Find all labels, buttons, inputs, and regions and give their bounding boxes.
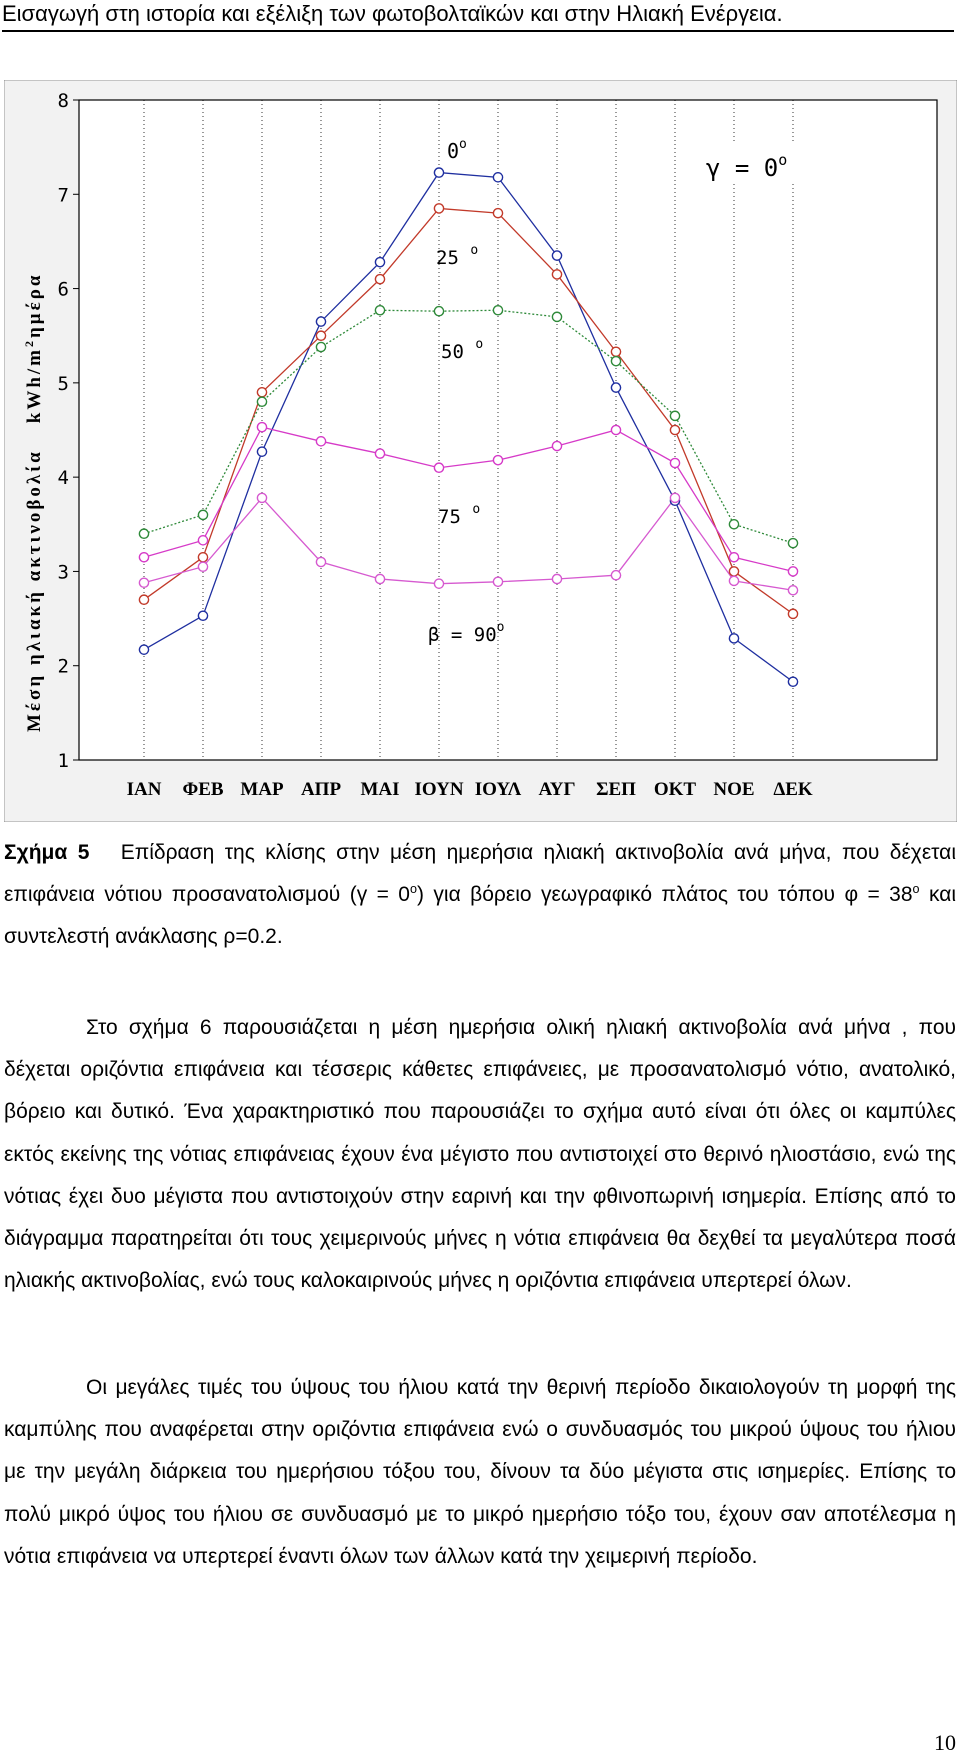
data-point (434, 579, 443, 588)
data-point (316, 437, 325, 446)
figure-caption (4, 832, 956, 958)
data-point (375, 258, 384, 267)
data-point (257, 447, 266, 456)
data-point (257, 493, 266, 502)
data-point (788, 586, 797, 595)
data-point (670, 425, 679, 434)
data-point (611, 347, 620, 356)
data-point (375, 306, 384, 315)
data-point (493, 209, 502, 218)
annotation-0deg: 0$^o$ (447, 137, 467, 163)
data-point (788, 567, 797, 576)
y-tick-label: 2 (57, 655, 69, 678)
y-tick-label: 3 (57, 561, 69, 584)
data-point (257, 423, 266, 432)
data-point (552, 251, 561, 260)
x-tick-label: ΜΑΙ (360, 779, 400, 800)
data-point (611, 357, 620, 366)
annotation-75deg: 75 $^o$ (438, 502, 481, 528)
data-point (493, 306, 502, 315)
data-point (198, 510, 207, 519)
data-point (670, 411, 679, 420)
x-tick-label: ΑΥΓ (538, 779, 576, 800)
data-point (375, 275, 384, 284)
data-point (257, 388, 266, 397)
data-point (611, 571, 620, 580)
data-point (139, 595, 148, 604)
data-point (434, 168, 443, 177)
data-point (493, 456, 502, 465)
data-point (788, 609, 797, 618)
y-tick-label: 8 (57, 90, 69, 112)
x-tick-label: ΦΕΒ (182, 779, 224, 800)
data-point (257, 397, 266, 406)
running-header: Εισαγωγή στη ιστορία και εξέλιξη των φωτοβολταϊκών και στην Ηλιακή Ενέργεια. (2, 1, 783, 26)
header-rule (2, 30, 954, 32)
data-point (139, 553, 148, 562)
annotation-50deg: 50 $^o$ (441, 337, 484, 363)
data-point (316, 342, 325, 351)
x-tick-label: ΙΑΝ (126, 779, 162, 800)
x-tick-label: ΙΟΥΝ (414, 779, 464, 800)
body-paragraph: Στο σχήμα 6 παρουσιάζεται η μέση ημερήσια ολική ηλιακή ακτινοβολία ανά μήνα , που δέχεται οριζόντια επιφάνεια και τέσσερις κάθετες επιφάνειες, με προσανατολισμό νότιο, ανατολικό, βόρειο και δυτικό. Ένα χαρακτηριστικό που παρουσιάζει το σχήμα αυτό είναι ότι όλες οι καμπύλες εκτός εκείνης της νότιας επιφάνειας έχουν ένα μέγιστο που αντιστοιχεί στο θερινό ηλιοστάσιο, ενώ της νότιας έχει δυο μέγιστα που αντιστοιχούν στην εαρινή και την φθινοπωρινή ισημερία. Επίσης από το διάγραμμα παρατηρείται ότι τους χειμερινούς μήνες η νότια επιφάνεια θα δεχθεί τα μεγαλύτερα ποσά ηλιακής ακτινοβολίας, ενώ τους καλοκαιρινούς μήνες η οριζόντια επιφάνεια υπερτερεί όλων. (4, 1016, 956, 1293)
data-point (375, 449, 384, 458)
data-point (729, 553, 738, 562)
data-point (493, 577, 502, 586)
data-point (729, 576, 738, 585)
data-point (139, 645, 148, 654)
data-point (552, 574, 561, 583)
y-tick-label: 7 (57, 184, 69, 207)
data-point (788, 539, 797, 548)
caption-label: Σχήμα 5 (4, 841, 90, 864)
data-point (729, 520, 738, 529)
y-tick-label: 6 (57, 278, 69, 301)
x-tick-label: ΝΟΕ (713, 779, 755, 800)
y-tick-label: 4 (57, 467, 69, 490)
figure-chart (4, 80, 957, 822)
data-point (198, 562, 207, 571)
x-tick-label: ΑΠΡ (300, 779, 342, 800)
y-tick-label: 1 (57, 750, 69, 772)
y-axis-title: Μέση ηλιακή ακτινοβολίαkWh/$m^2\eta\mu έ\rho\alpha$ (22, 272, 45, 732)
x-tick-label: ΜΑΡ (240, 779, 284, 800)
data-point (493, 173, 502, 182)
data-point (139, 578, 148, 587)
caption-sup: ο (409, 882, 417, 896)
line-chart (4, 80, 957, 822)
data-point (611, 425, 620, 434)
data-point (375, 574, 384, 583)
data-point (434, 307, 443, 316)
data-point (198, 536, 207, 545)
data-point (552, 312, 561, 321)
annotation-90deg: $\beta = 90^o$ (428, 620, 505, 646)
data-point (198, 553, 207, 562)
data-point (552, 270, 561, 279)
caption-text: και συντελεστή ανάκλασης ρ=0.2. (4, 883, 956, 948)
data-point (139, 529, 148, 538)
data-point (198, 611, 207, 620)
plot-area (79, 100, 937, 760)
caption-text: ) για βόρειο γεωγραφικό πλάτος του τόπου φ = 38 (417, 883, 913, 906)
data-point (316, 331, 325, 340)
caption-sup: ο (912, 882, 920, 896)
data-point (670, 493, 679, 502)
data-point (729, 634, 738, 643)
legend-label: $\gamma = 0^o$ (706, 151, 788, 182)
caption-text: Επίδραση της κλίσης στην μέση ημερήσια ηλιακή ακτινοβολία ανά μήνα, που δέχεται επιφάνεια νότιου προσανατολισμού (γ = 0 (4, 841, 956, 906)
data-point (434, 463, 443, 472)
data-point (729, 567, 738, 576)
data-point (552, 441, 561, 450)
data-point (670, 458, 679, 467)
data-point (316, 317, 325, 326)
y-tick-label: 5 (57, 372, 69, 395)
body-paragraph: Οι μεγάλες τιμές του ύψους του ήλιου κατά την θερινή περίοδο δικαιολογούν τη μορφή της καμπύλης που αναφέρεται στην οριζόντια επιφάνεια ενώ ο συνδυασμός του μικρού ύψους του ήλιου με την μεγάλη διάρκεια του ημερήσιου τόξου του, δίνουν τα δύο μέγιστα στις ισημερίες. Επίσης το πολύ μικρό ύψος του ήλιου σε συνδυασμό με το μικρό ημερήσιο τόξο του, έχουν σαν αποτέλεσμα η νότια επιφάνεια να υπερτερεί έναντι όλων των άλλων κατά την χειμερινή περίοδο. (4, 1376, 956, 1568)
x-tick-label: ΔΕΚ (773, 779, 813, 800)
data-point (611, 383, 620, 392)
x-tick-label: ΣΕΠ (596, 779, 636, 800)
data-point (434, 204, 443, 213)
data-point (788, 677, 797, 686)
x-tick-label: ΟΚΤ (653, 779, 697, 800)
annotation-25deg: 25 $^o$ (436, 243, 479, 269)
x-tick-label: ΙΟΥΛ (474, 779, 522, 800)
page-number: 10 (934, 1730, 956, 1755)
data-point (316, 557, 325, 566)
